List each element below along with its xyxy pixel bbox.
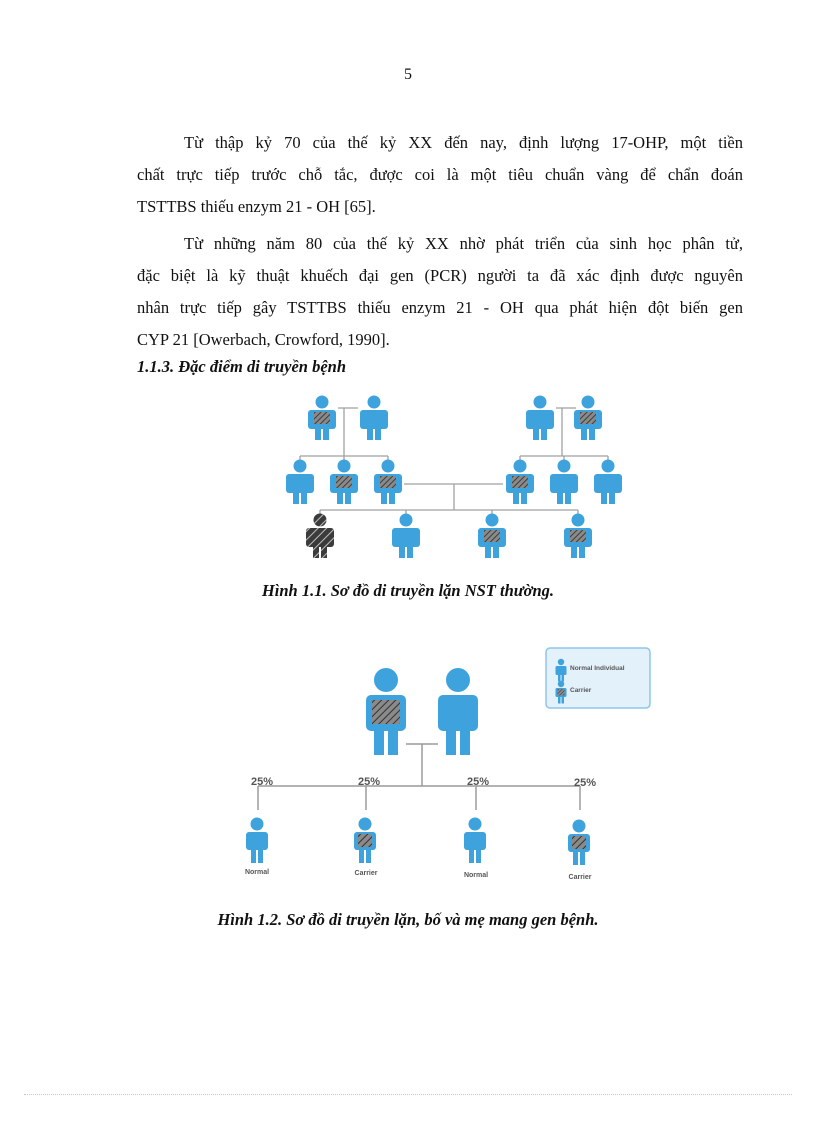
person-carrier <box>330 460 358 505</box>
person-carrier <box>478 514 506 559</box>
offspring-carrier <box>568 820 590 866</box>
person-carrier <box>506 460 534 505</box>
legend-normal-label: Normal Individual <box>570 665 625 672</box>
person-affected <box>306 514 334 559</box>
figure-2-caption: Hình 1.2. Sơ đồ di truyền lặn, bố và mẹ mang gen bệnh. <box>217 910 599 929</box>
person-normal <box>594 460 622 505</box>
offspring-percent: 25% <box>573 777 597 789</box>
offspring-label: Carrier <box>354 870 378 877</box>
paragraph-line: TSTTBS thiếu enzym 21 - OH [65]. <box>137 197 376 216</box>
footer-rule <box>24 1094 792 1095</box>
person-normal <box>550 460 578 505</box>
legend-box <box>546 648 650 708</box>
section-heading: 1.1.3. Đặc điểm di truyền bệnh <box>137 357 346 376</box>
person-normal <box>286 460 314 505</box>
person-carrier <box>574 396 602 441</box>
person-normal <box>360 396 388 441</box>
pedigree-figure <box>0 388 816 588</box>
offspring-label: Normal <box>463 872 489 879</box>
offspring-label: Normal <box>244 869 270 876</box>
offspring-carrier <box>354 818 376 864</box>
paragraph-line: Từ những năm 80 của thế kỷ XX nhờ phát triển của sinh học phân tử, <box>184 234 743 253</box>
person-carrier <box>374 460 402 505</box>
person-normal <box>392 514 420 559</box>
offspring-percent: 25% <box>357 776 381 788</box>
paragraph-line: đặc biệt là kỹ thuật khuếch đại gen (PCR) người ta đã xác định được nguyên <box>137 266 743 285</box>
person-normal <box>526 396 554 441</box>
paragraph-2 <box>137 228 743 356</box>
offspring-label: Carrier <box>568 874 592 881</box>
person-carrier <box>564 514 592 559</box>
paragraph-line: nhân trực tiếp gây TSTTBS thiếu enzym 21 - OH qua phát hiện đột biến gen <box>137 298 743 317</box>
inheritance-lines <box>258 744 580 810</box>
paragraph-line: CYP 21 [Owerbach, Crowford, 1990]. <box>137 330 390 349</box>
inheritance-figure <box>0 640 816 900</box>
parent-carrier <box>366 668 406 755</box>
legend-carrier-label: Carrier <box>570 687 592 694</box>
parent-normal <box>438 668 478 755</box>
paragraph-line: Từ thập kỷ 70 của thế kỷ XX đến nay, định lượng 17-OHP, một tiền <box>184 133 743 152</box>
offspring-normal <box>464 818 486 864</box>
offspring-percent: 25% <box>466 776 490 788</box>
offspring-percent: 25% <box>250 776 274 788</box>
figure-1-caption: Hình 1.1. Sơ đồ di truyền lặn NST thường. <box>261 581 555 600</box>
person-carrier <box>308 396 336 441</box>
offspring-normal <box>246 818 268 864</box>
paragraph-line: chất trực tiếp trước chỗ tắc, được coi là một tiêu chuẩn vàng để chẩn đoán <box>137 165 743 184</box>
paragraph-1 <box>137 127 743 223</box>
page-number: 5 <box>404 66 412 83</box>
